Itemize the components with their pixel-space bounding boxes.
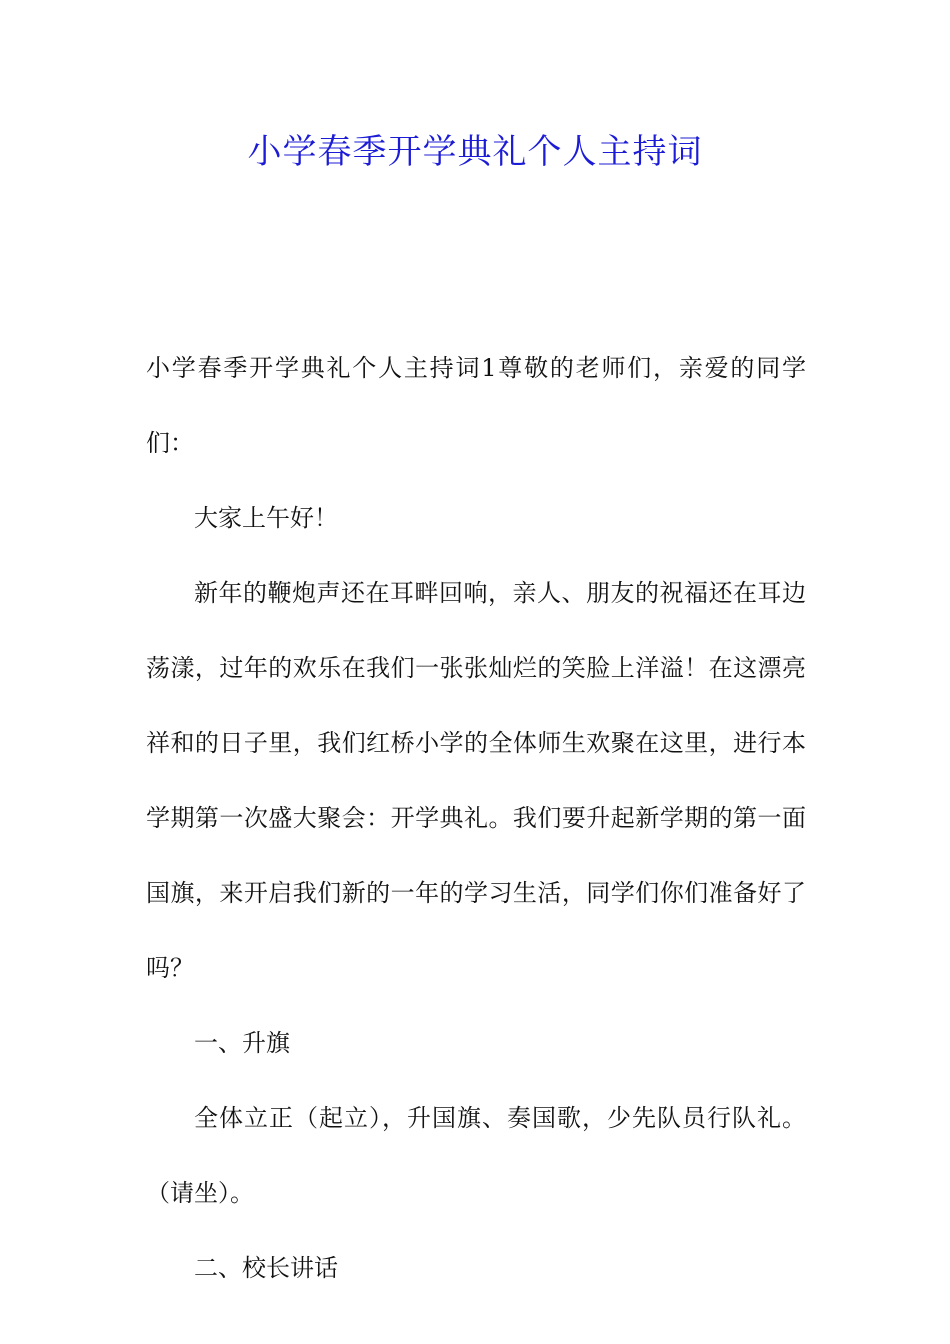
paragraph-opening: 小学春季开学典礼个人主持词1尊敬的老师们，亲爱的同学们： — [146, 354, 806, 457]
paragraph-intro: 新年的鞭炮声还在耳畔回响，亲人、朋友的祝福还在耳边荡漾，过年的欢乐在我们一张张灿烂的笑脸上洋溢！在这漂亮祥和的日子里，我们红桥小学的全体师生欢聚在这里，进行本学期第一次盛大聚会：开学典礼。我们要升起新学期的第一面国旗，来开启我们新的一年的学习生活，同学们你们准备好了吗？ — [146, 579, 806, 982]
paragraph-greeting: 大家上午好！ — [194, 504, 338, 532]
document-body — [146, 331, 806, 1306]
paragraph-flag-raising: 全体立正（起立），升国旗、奏国歌，少先队员行队礼。（请坐）。 — [146, 1104, 806, 1207]
section-heading-principal-speech: 二、校长讲话 — [194, 1254, 338, 1282]
section-heading-flag-raising: 一、升旗 — [194, 1029, 290, 1057]
document-title: 小学春季开学典礼个人主持词 — [247, 132, 703, 172]
